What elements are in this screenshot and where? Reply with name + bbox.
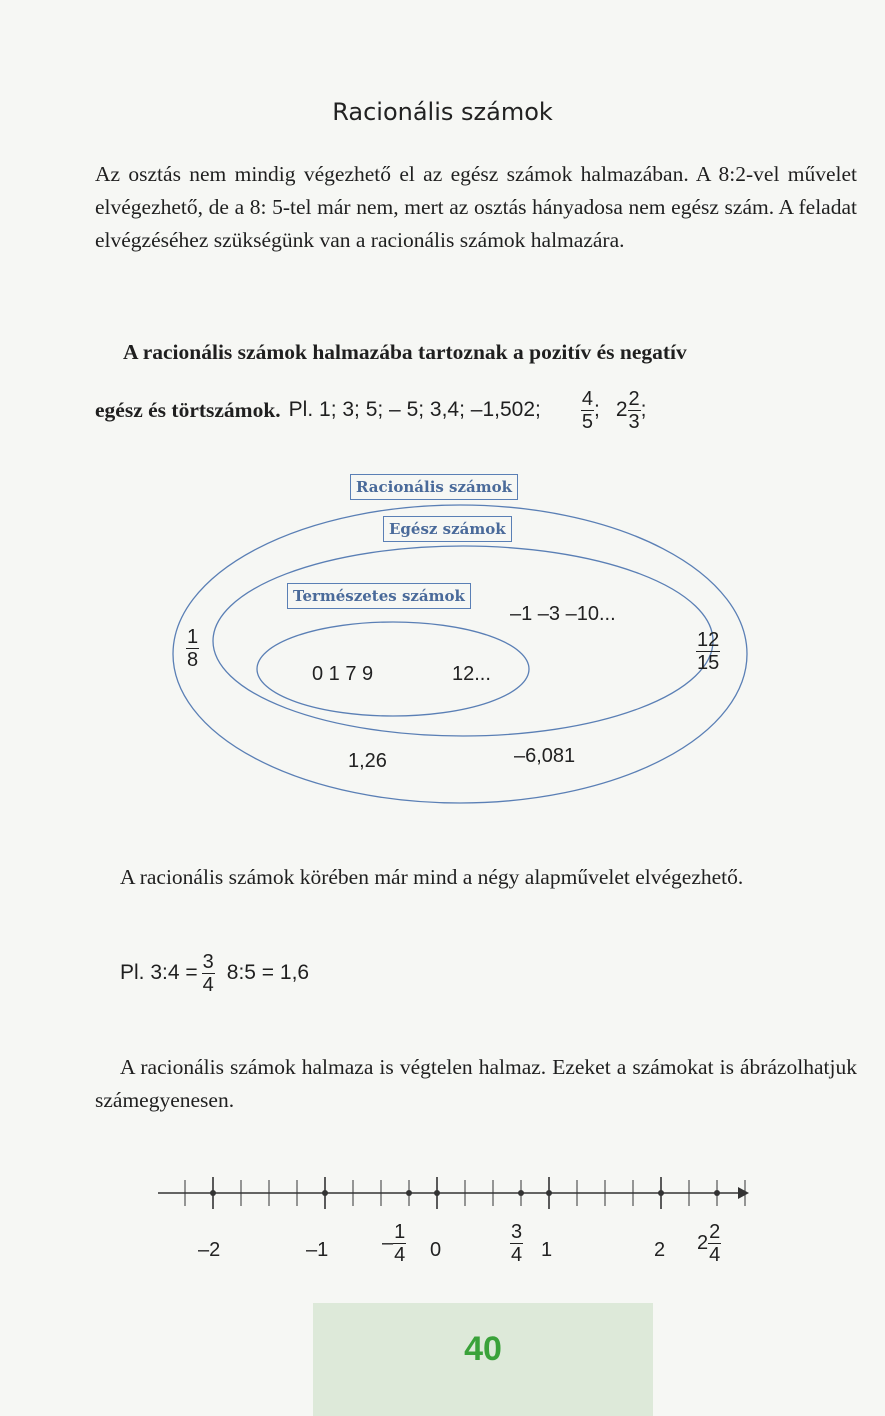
operations-example-fraction: $\frac{3}{4}$ [202, 950, 214, 996]
definition-examples: Pl. 1; 3; 5; – 5; 3,4; –1,502; [288, 398, 541, 421]
definition-fraction: $\frac{4}{5}$ [581, 387, 593, 433]
number-line-point [434, 1190, 440, 1196]
nl-label-1: 1 [541, 1239, 553, 1261]
diagram-fraction-right: $\frac{12}{15}$ [697, 629, 720, 674]
decimal-example-2: –6,081 [514, 745, 576, 767]
page-title: Racionális számok [332, 98, 553, 126]
nl-label-two-and-half: 2 $\frac{2}{4}$ [697, 1221, 721, 1266]
number-line-point [322, 1190, 328, 1196]
number-line-point [658, 1190, 664, 1196]
number-line-point [406, 1190, 412, 1196]
nl-label-0: 0 [430, 1239, 442, 1261]
nl-label-three-quarters: $\frac{3}{4}$ [511, 1221, 523, 1266]
mixed-number-fraction: $\frac{2}{3}$ [628, 387, 640, 433]
nl-label-2: 2 [654, 1239, 666, 1261]
definition-line-2: egész és törtszámok. Pl. 1; 3; 5; – 5; 3,4; –1,502; $\frac{4}{5}$ ; 2 $\frac{2}{3}$ ; [95, 387, 647, 433]
diagram-fraction-left: $\frac{1}{8}$ [187, 626, 199, 671]
definition-bold-text: egész és törtszámok. [95, 397, 281, 422]
natural-examples-more: 12... [452, 663, 491, 685]
nl-label-minus-2: –2 [198, 1239, 221, 1261]
definition-line-1: A racionális számok halmazába tartoznak a pozitív és negatív [123, 340, 687, 364]
operations-example-second: 8:5 = 1,6 [226, 961, 310, 984]
number-line-point [518, 1190, 524, 1196]
label-rational-numbers: Racionális számok [350, 474, 518, 500]
negative-integer-examples: –1 –3 –10... [510, 603, 616, 625]
mixed-number-whole: 2 [615, 398, 628, 421]
number-line-point [546, 1190, 552, 1196]
label-integers: Egész számok [383, 516, 512, 542]
operations-paragraph: A racionális számok körében már mind a négy alapművelet elvégezhető. [120, 865, 744, 889]
infinite-set-paragraph: A racionális számok halmaza is végtelen halmaz. Ezeket a számokat is ábrázolhatjuk számegyenesen. [95, 1055, 857, 1112]
number-line-point [210, 1190, 216, 1196]
label-natural-numbers: Természetes számok [287, 583, 471, 609]
operations-example-prefix: Pl. 3:4 = [120, 961, 198, 984]
number-line-point [714, 1190, 720, 1196]
nl-label-minus-1: –1 [306, 1239, 329, 1261]
decimal-example-1: 1,26 [348, 750, 387, 772]
natural-examples: 0 1 7 9 [312, 663, 374, 685]
intro-paragraph: Az osztás nem mindig végezhető el az egész számok halmazában. A 8:2-vel művelet elvégezhető, de a 8: 5-tel már nem, mert az osztás hányadosa nem egész szám. A feladat elvégzéséhez szükségünk van a racionális számok halmazára. [95, 162, 857, 252]
page-number: 40 [464, 1330, 502, 1368]
number-line-arrow [738, 1187, 749, 1199]
nl-label-minus-quarter: – $\frac{1}{4}$ [382, 1221, 406, 1266]
